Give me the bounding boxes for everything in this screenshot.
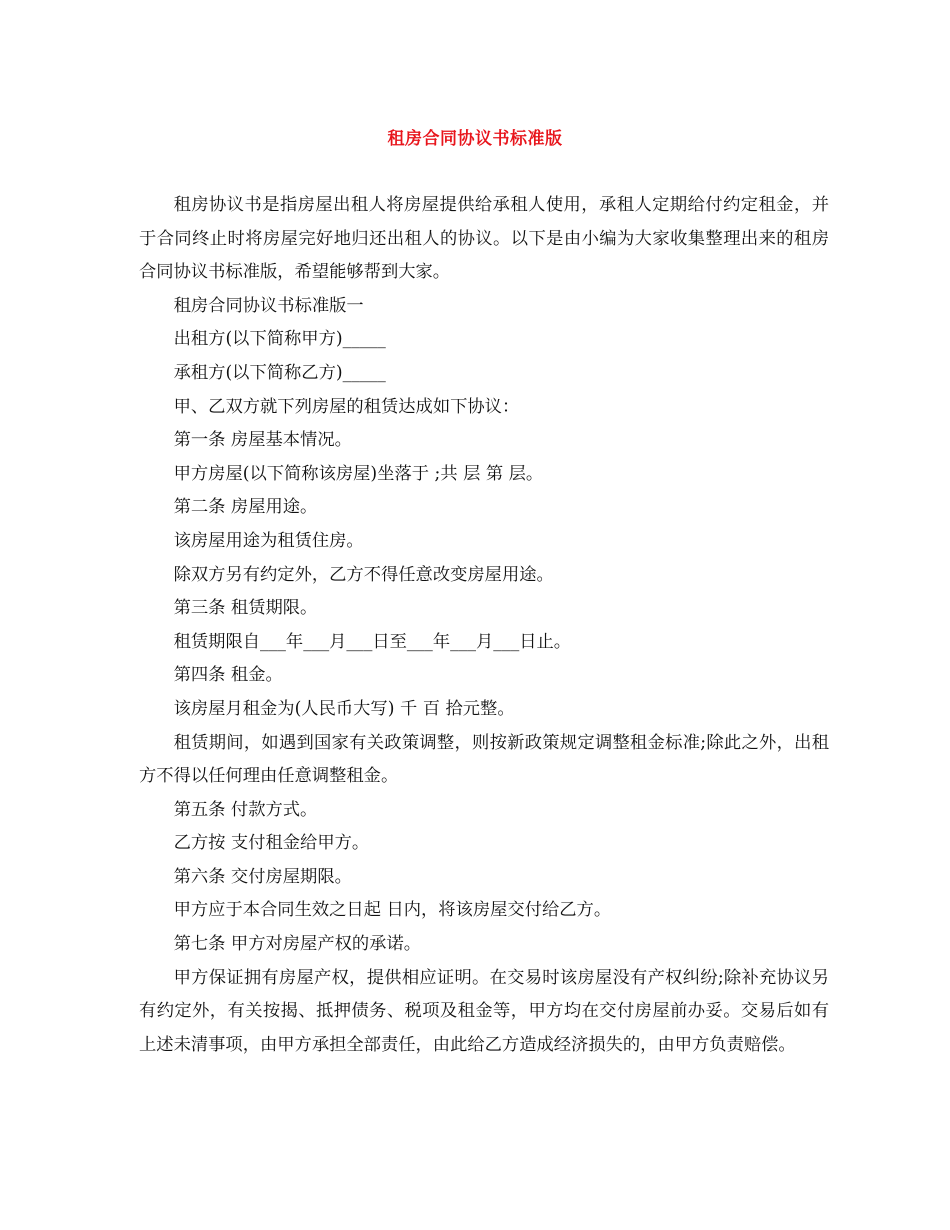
paragraph-article-3: 第三条 租赁期限。 [173,598,318,619]
paragraph-article-2: 第二条 房屋用途。 [173,497,318,518]
paragraph-article-5: 第五条 付款方式。 [173,799,318,820]
paragraph-article-4-body-2: 租赁期间，如遇到国家有关政策调整，则按新政策规定调整租金标准;除此之外，出租方不得以任何理由任意调整租金。 [139,732,829,787]
paragraph-article-6-body: 甲方应于本合同生效之日起 日内，将该房屋交付给乙方。 [173,900,612,921]
paragraph-lessor: 出租方(以下简称甲方)_____ [173,329,386,350]
paragraph-agreement: 甲、乙双方就下列房屋的租赁达成如下协议： [173,396,520,417]
document-title: 租房合同协议书标准版 [387,129,563,149]
paragraph-article-5-body: 乙方按 支付租金给甲方。 [173,833,370,854]
paragraph-article-7: 第七条 甲方对房屋产权的承诺。 [173,934,422,955]
paragraph-article-6: 第六条 交付房屋期限。 [173,866,352,887]
paragraph-article-4-body-1: 该房屋月租金为(人民币大写) 千 百 拾元整。 [173,698,515,719]
paragraph-article-2-body-2: 除双方另有约定外，乙方不得任意改变房屋用途。 [173,564,554,585]
paragraph-intro: 租房协议书是指房屋出租人将房屋提供给承租人使用，承租人定期给付约定租金，并于合同终止时将房屋完好地归还出租人的协议。以下是由小编为大家收集整理出来的租房合同协议书标准版，希望能够帮到大家。 [139,195,829,283]
paragraph-version-heading: 租房合同协议书标准版一 [173,295,364,316]
paragraph-article-1: 第一条 房屋基本情况。 [173,430,352,451]
paragraph-article-1-body: 甲方房屋(以下简称该房屋)坐落于 ;共 层 第 层。 [173,463,544,484]
paragraph-lessee: 承租方(以下简称乙方)_____ [173,362,386,383]
paragraph-article-7-body: 甲方保证拥有房屋产权，提供相应证明。在交易时该房屋没有产权纠纷;除补充协议另有约定外，有关按揭、抵押债务、税项及租金等，甲方均在交付房屋前办妥。交易后如有上述未清事项，由甲方承担全部责任，由此给乙方造成经济损失的，由甲方负责赔偿。 [139,967,829,1055]
document-body [139,189,829,1062]
paragraph-article-3-body: 租赁期限自___年___月___日至___年___月___日止。 [173,631,572,652]
paragraph-article-4: 第四条 租金。 [173,665,283,686]
paragraph-article-2-body-1: 该房屋用途为租赁住房。 [173,530,364,551]
